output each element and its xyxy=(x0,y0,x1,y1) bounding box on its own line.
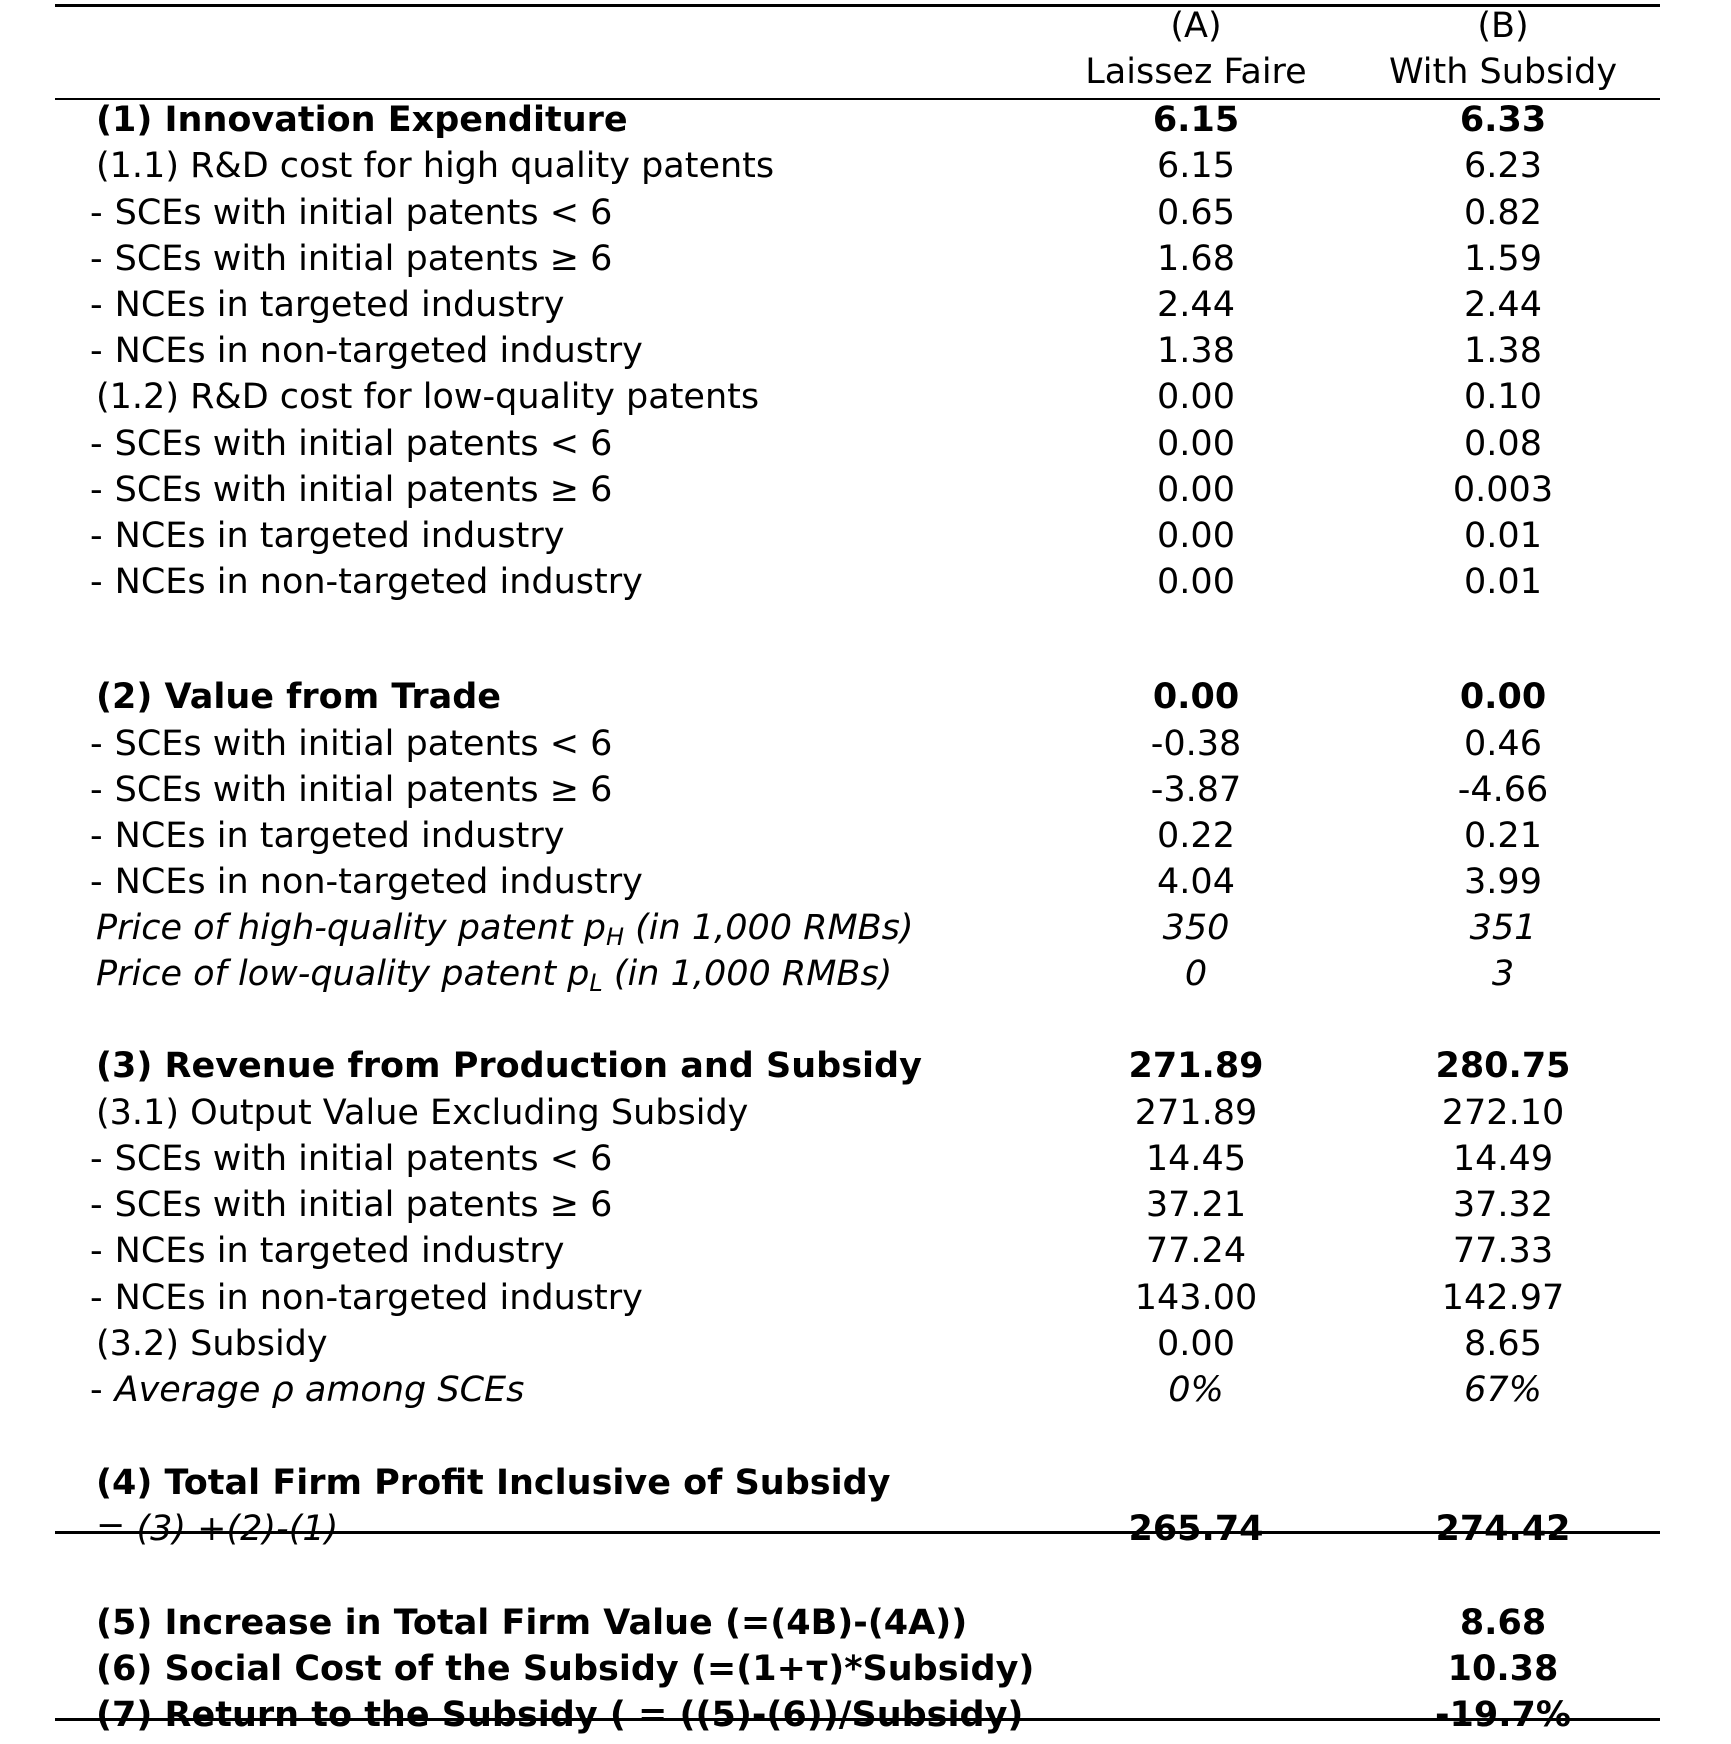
table-row xyxy=(0,1043,1731,1089)
label-text: SCEs with initial patents < 6 xyxy=(114,724,613,764)
table-row xyxy=(0,1182,1731,1228)
table-row xyxy=(0,1090,1731,1136)
value-with-subsidy: -4.66 xyxy=(1457,770,1549,810)
table-row xyxy=(0,767,1731,813)
dash-prefix: - xyxy=(90,193,103,233)
table-row xyxy=(0,1275,1731,1321)
dash-prefix: - xyxy=(90,1139,103,1179)
label-text: NCEs in non-targeted industry xyxy=(114,331,643,371)
value-laissez-faire: 1.38 xyxy=(1157,331,1235,371)
dash-prefix: - xyxy=(90,1185,103,1225)
table-row xyxy=(0,282,1731,328)
label-text: SCEs with initial patents < 6 xyxy=(114,1139,613,1179)
label-text: (1.1) R&D cost for high quality patents xyxy=(96,146,775,186)
label-text: (4) Total Firm Profit Inclusive of Subsidy xyxy=(96,1463,891,1503)
label-text: NCEs in targeted industry xyxy=(114,816,565,856)
row-label xyxy=(90,467,612,513)
label-text: (3.1) Output Value Excluding Subsidy xyxy=(96,1093,749,1133)
value-with-subsidy: 0.01 xyxy=(1464,562,1542,602)
row-label xyxy=(90,559,643,605)
label-text: (2) Value from Trade xyxy=(96,677,502,717)
row-label xyxy=(96,1460,890,1506)
value-with-subsidy: 0.00 xyxy=(1459,677,1547,717)
dash-prefix: - xyxy=(90,1370,103,1410)
value-with-subsidy: 0.21 xyxy=(1464,816,1542,856)
dash-prefix: - xyxy=(90,1278,103,1318)
value-with-subsidy: 8.68 xyxy=(1459,1603,1547,1643)
row-label xyxy=(90,190,612,236)
row-label xyxy=(90,421,612,467)
value-with-subsidy: -19.7% xyxy=(1435,1695,1571,1735)
value-with-subsidy: 272.10 xyxy=(1441,1093,1565,1133)
value-laissez-faire: 77.24 xyxy=(1145,1231,1247,1271)
label-text: NCEs in non-targeted industry xyxy=(114,862,643,902)
value-laissez-faire: 6.15 xyxy=(1152,100,1240,140)
value-with-subsidy: 0.82 xyxy=(1464,193,1542,233)
table-row xyxy=(0,1646,1731,1692)
dash-prefix: - xyxy=(90,862,103,902)
value-with-subsidy: 280.75 xyxy=(1435,1046,1571,1086)
column-b-name: With Subsidy xyxy=(1388,52,1618,92)
dash-prefix: - xyxy=(90,724,103,764)
value-laissez-faire: 271.89 xyxy=(1128,1046,1264,1086)
table-row xyxy=(0,190,1731,236)
table-row xyxy=(0,97,1731,143)
value-with-subsidy: 3 xyxy=(1491,954,1515,994)
table-row xyxy=(0,1367,1731,1413)
value-laissez-faire: 4.04 xyxy=(1157,862,1235,902)
table-row xyxy=(0,559,1731,605)
row-label xyxy=(90,813,564,859)
dash-prefix: - xyxy=(90,239,103,279)
label-text: Price of high-quality patent p xyxy=(96,908,606,948)
row-label xyxy=(90,1182,612,1228)
table-row xyxy=(0,513,1731,559)
row-label xyxy=(96,1043,922,1089)
value-laissez-faire: 0.00 xyxy=(1157,562,1235,602)
value-laissez-faire: 0.00 xyxy=(1157,516,1235,556)
value-with-subsidy: 0.01 xyxy=(1464,516,1542,556)
table-row xyxy=(0,1692,1731,1738)
row-label xyxy=(90,282,564,328)
value-with-subsidy: 6.33 xyxy=(1459,100,1547,140)
dash-prefix: - xyxy=(90,470,103,510)
table-row xyxy=(0,1506,1731,1552)
row-label xyxy=(90,721,612,767)
label-text: Price of low-quality patent p xyxy=(96,954,590,994)
table-row xyxy=(0,374,1731,420)
table-row xyxy=(0,813,1731,859)
value-with-subsidy: 351 xyxy=(1469,908,1537,948)
label-text: SCEs with initial patents ≥ 6 xyxy=(114,470,613,510)
row-label xyxy=(96,1506,338,1552)
value-with-subsidy: 142.97 xyxy=(1441,1278,1565,1318)
row-label xyxy=(96,1692,1023,1738)
row-label xyxy=(90,1228,564,1274)
row-label xyxy=(96,374,759,420)
value-laissez-faire: 2.44 xyxy=(1157,285,1235,325)
dash-prefix: - xyxy=(90,516,103,556)
label-text: NCEs in targeted industry xyxy=(114,516,565,556)
label-text: NCEs in targeted industry xyxy=(114,285,565,325)
row-label xyxy=(90,767,612,813)
table-row xyxy=(0,1321,1731,1367)
value-with-subsidy: 6.23 xyxy=(1464,146,1542,186)
table-row xyxy=(0,143,1731,189)
table-row xyxy=(0,1228,1731,1274)
value-with-subsidy: 1.59 xyxy=(1464,239,1542,279)
row-label xyxy=(96,674,501,720)
dash-prefix: - xyxy=(90,562,103,602)
value-laissez-faire: 1.68 xyxy=(1157,239,1235,279)
value-with-subsidy: 0.10 xyxy=(1464,377,1542,417)
label-text: (1.2) R&D cost for low-quality patents xyxy=(96,377,760,417)
row-label xyxy=(90,1275,643,1321)
label-text: SCEs with initial patents < 6 xyxy=(114,424,613,464)
row-label xyxy=(90,328,643,374)
value-laissez-faire: 6.15 xyxy=(1157,146,1235,186)
value-laissez-faire: -3.87 xyxy=(1150,770,1242,810)
label-text: Average ρ among SCEs xyxy=(114,1370,525,1410)
label-text: NCEs in non-targeted industry xyxy=(114,1278,643,1318)
label-tail: (in 1,000 RMBs) xyxy=(624,908,914,948)
value-with-subsidy: 14.49 xyxy=(1452,1139,1554,1179)
value-with-subsidy: 0.003 xyxy=(1452,470,1554,510)
label-text: NCEs in non-targeted industry xyxy=(114,562,643,602)
label-text: (1) Innovation Expenditure xyxy=(96,100,628,140)
table-row xyxy=(0,721,1731,767)
row-label xyxy=(96,1090,748,1136)
label-text: SCEs with initial patents ≥ 6 xyxy=(114,1185,613,1225)
column-a-name: Laissez Faire xyxy=(1085,52,1307,92)
label-text: (3.2) Subsidy xyxy=(96,1324,328,1364)
row-label xyxy=(96,905,914,951)
value-laissez-faire: 0.00 xyxy=(1152,677,1240,717)
table-row xyxy=(0,674,1731,720)
label-text: = (3) +(2)-(1) xyxy=(96,1509,339,1549)
row-label xyxy=(90,859,643,905)
value-laissez-faire: -0.38 xyxy=(1150,724,1242,764)
table-row xyxy=(0,1600,1731,1646)
label-subscript: H xyxy=(605,923,624,951)
row-label xyxy=(96,143,774,189)
row-label xyxy=(90,1136,612,1182)
dash-prefix: - xyxy=(90,285,103,325)
value-with-subsidy: 10.38 xyxy=(1447,1649,1559,1689)
label-text: NCEs in targeted industry xyxy=(114,1231,565,1271)
label-subscript: L xyxy=(589,969,603,997)
value-laissez-faire: 143.00 xyxy=(1134,1278,1258,1318)
table-row xyxy=(0,1460,1731,1506)
label-text: (7) Return to the Subsidy ( = ((5)-(6))/Subsidy) xyxy=(96,1695,1024,1735)
value-with-subsidy: 0.08 xyxy=(1464,424,1542,464)
value-with-subsidy: 3.99 xyxy=(1464,862,1542,902)
value-with-subsidy: 0.46 xyxy=(1464,724,1542,764)
label-tail: (in 1,000 RMBs) xyxy=(602,954,893,994)
label-text: (5) Increase in Total Firm Value (=(4B)-(4A)) xyxy=(96,1603,968,1643)
value-laissez-faire: 0.00 xyxy=(1157,424,1235,464)
table-row xyxy=(0,328,1731,374)
value-with-subsidy: 67% xyxy=(1464,1370,1542,1410)
label-text: (6) Social Cost of the Subsidy (=(1+τ)*Subsidy) xyxy=(96,1649,1035,1689)
dash-prefix: - xyxy=(90,424,103,464)
column-a-id: (A) xyxy=(1170,6,1222,46)
value-laissez-faire: 0.22 xyxy=(1157,816,1235,856)
row-label xyxy=(90,513,564,559)
value-laissez-faire: 0.00 xyxy=(1157,1324,1235,1364)
label-text: SCEs with initial patents ≥ 6 xyxy=(114,239,613,279)
table-row xyxy=(0,421,1731,467)
value-laissez-faire: 0 xyxy=(1184,954,1208,994)
value-with-subsidy: 2.44 xyxy=(1464,285,1542,325)
row-label xyxy=(96,1600,967,1646)
column-b-id: (B) xyxy=(1477,6,1529,46)
label-text: SCEs with initial patents ≥ 6 xyxy=(114,770,613,810)
table-row xyxy=(0,467,1731,513)
value-laissez-faire: 0.00 xyxy=(1157,377,1235,417)
value-laissez-faire: 350 xyxy=(1162,908,1230,948)
row-label xyxy=(96,1321,328,1367)
table-row xyxy=(0,905,1731,951)
label-text: (3) Revenue from Production and Subsidy xyxy=(96,1046,922,1086)
dash-prefix: - xyxy=(90,816,103,856)
row-label xyxy=(90,1367,524,1413)
value-with-subsidy: 8.65 xyxy=(1464,1324,1542,1364)
table-row xyxy=(0,236,1731,282)
value-laissez-faire: 0.65 xyxy=(1157,193,1235,233)
dash-prefix: - xyxy=(90,331,103,371)
row-label xyxy=(96,97,628,143)
value-laissez-faire: 265.74 xyxy=(1128,1509,1264,1549)
table-row xyxy=(0,951,1731,997)
dash-prefix: - xyxy=(90,1231,103,1271)
row-label xyxy=(90,236,612,282)
dash-prefix: - xyxy=(90,770,103,810)
value-with-subsidy: 37.32 xyxy=(1452,1185,1554,1225)
value-with-subsidy: 274.42 xyxy=(1435,1509,1571,1549)
value-laissez-faire: 0.00 xyxy=(1157,470,1235,510)
value-with-subsidy: 1.38 xyxy=(1464,331,1542,371)
value-laissez-faire: 37.21 xyxy=(1145,1185,1247,1225)
value-laissez-faire: 271.89 xyxy=(1134,1093,1258,1133)
value-laissez-faire: 0% xyxy=(1168,1370,1224,1410)
value-with-subsidy: 77.33 xyxy=(1452,1231,1554,1271)
row-label xyxy=(96,1646,1034,1692)
row-label xyxy=(96,951,892,997)
label-text: SCEs with initial patents < 6 xyxy=(114,193,613,233)
value-laissez-faire: 14.45 xyxy=(1145,1139,1247,1179)
table-row xyxy=(0,859,1731,905)
table-row xyxy=(0,1136,1731,1182)
